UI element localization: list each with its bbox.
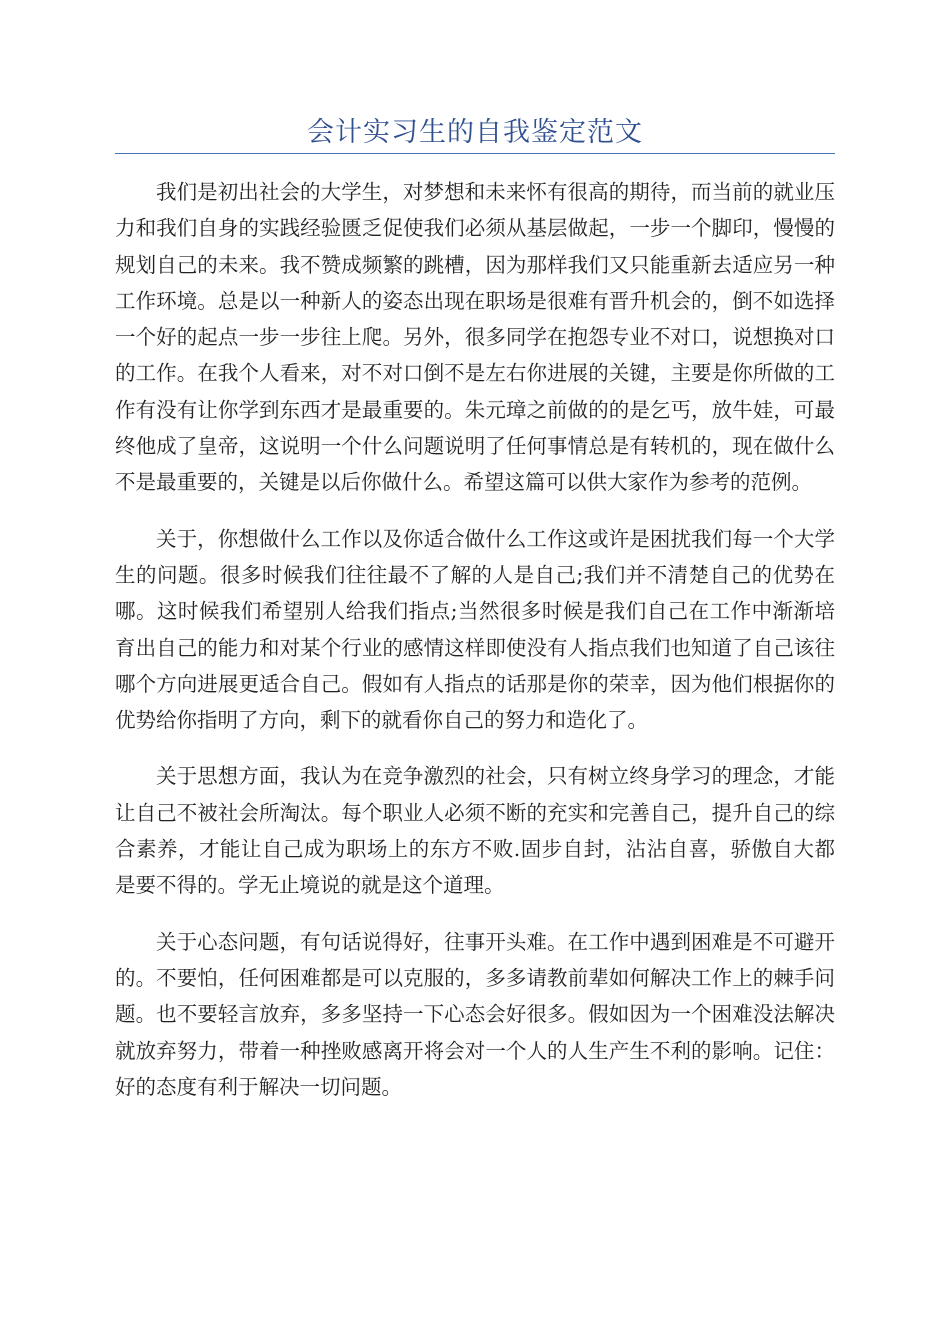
document-body <box>115 174 835 1125</box>
document-title: 会计实习生的自我鉴定范文 <box>307 117 643 148</box>
title-underline <box>115 153 835 154</box>
paragraph-1: 我们是初出社会的大学生，对梦想和未来怀有很高的期待，而当前的就业压力和我们自身的实践经验匮乏促使我们必须从基层做起，一步一个脚印，慢慢的规划自己的未来。我不赞成频繁的跳槽，因为那样我们又只能重新去适应另一种工作环境。总是以一种新人的姿态出现在职场是很难有晋升机会的，倒不如选择一个好的起点一步一步往上爬。另外，很多同学在抱怨专业不对口，说想换对口的工作。在我个人看来，对不对口倒不是左右你进展的关键，主要是你所做的工作有没有让你学到东西才是最重要的。朱元璋之前做的的是乞丐，放牛娃，可最终他成了皇帝，这说明一个什么问题说明了任何事情总是有转机的，现在做什么不是最重要的，关键是以后你做什么。希望这篇可以供大家作为参考的范例。 <box>115 180 835 495</box>
paragraph-3: 关于思想方面，我认为在竞争激烈的社会，只有树立终身学习的理念，才能让自己不被社会所淘汰。每个职业人必须不断的充实和完善自己，提升自己的综合素养，才能让自己成为职场上的东方不败.固步自封，沾沾自喜，骄傲自大都是要不得的。学无止境说的就是这个道理。 <box>115 764 835 898</box>
paragraph-4: 关于心态问题，有句话说得好，往事开头难。在工作中遇到困难是不可避开的。不要怕，任何困难都是可以克服的，多多请教前辈如何解决工作上的棘手问题。也不要轻言放弃，多多坚持一下心态会好很多。假如因为一个困难没法解决就放弃努力，带着一种挫败感离开将会对一个人的人生产生不利的影响。记住：好的态度有利于解决一切问题。 <box>115 929 835 1099</box>
paragraph-2: 关于，你想做什么工作以及你适合做什么工作这或许是困扰我们每一个大学生的问题。很多时候我们往往最不了解的人是自己;我们并不清楚自己的优势在哪。这时候我们希望别人给我们指点;当然很多时候是我们自己在工作中渐渐培育出自己的能力和对某个行业的感情这样即使没有人指点我们也知道了自己该往哪个方向进展更适合自己。假如有人指点的话那是你的荣幸，因为他们根据你的优势给你指明了方向，剩下的就看你自己的努力和造化了。 <box>115 526 835 733</box>
